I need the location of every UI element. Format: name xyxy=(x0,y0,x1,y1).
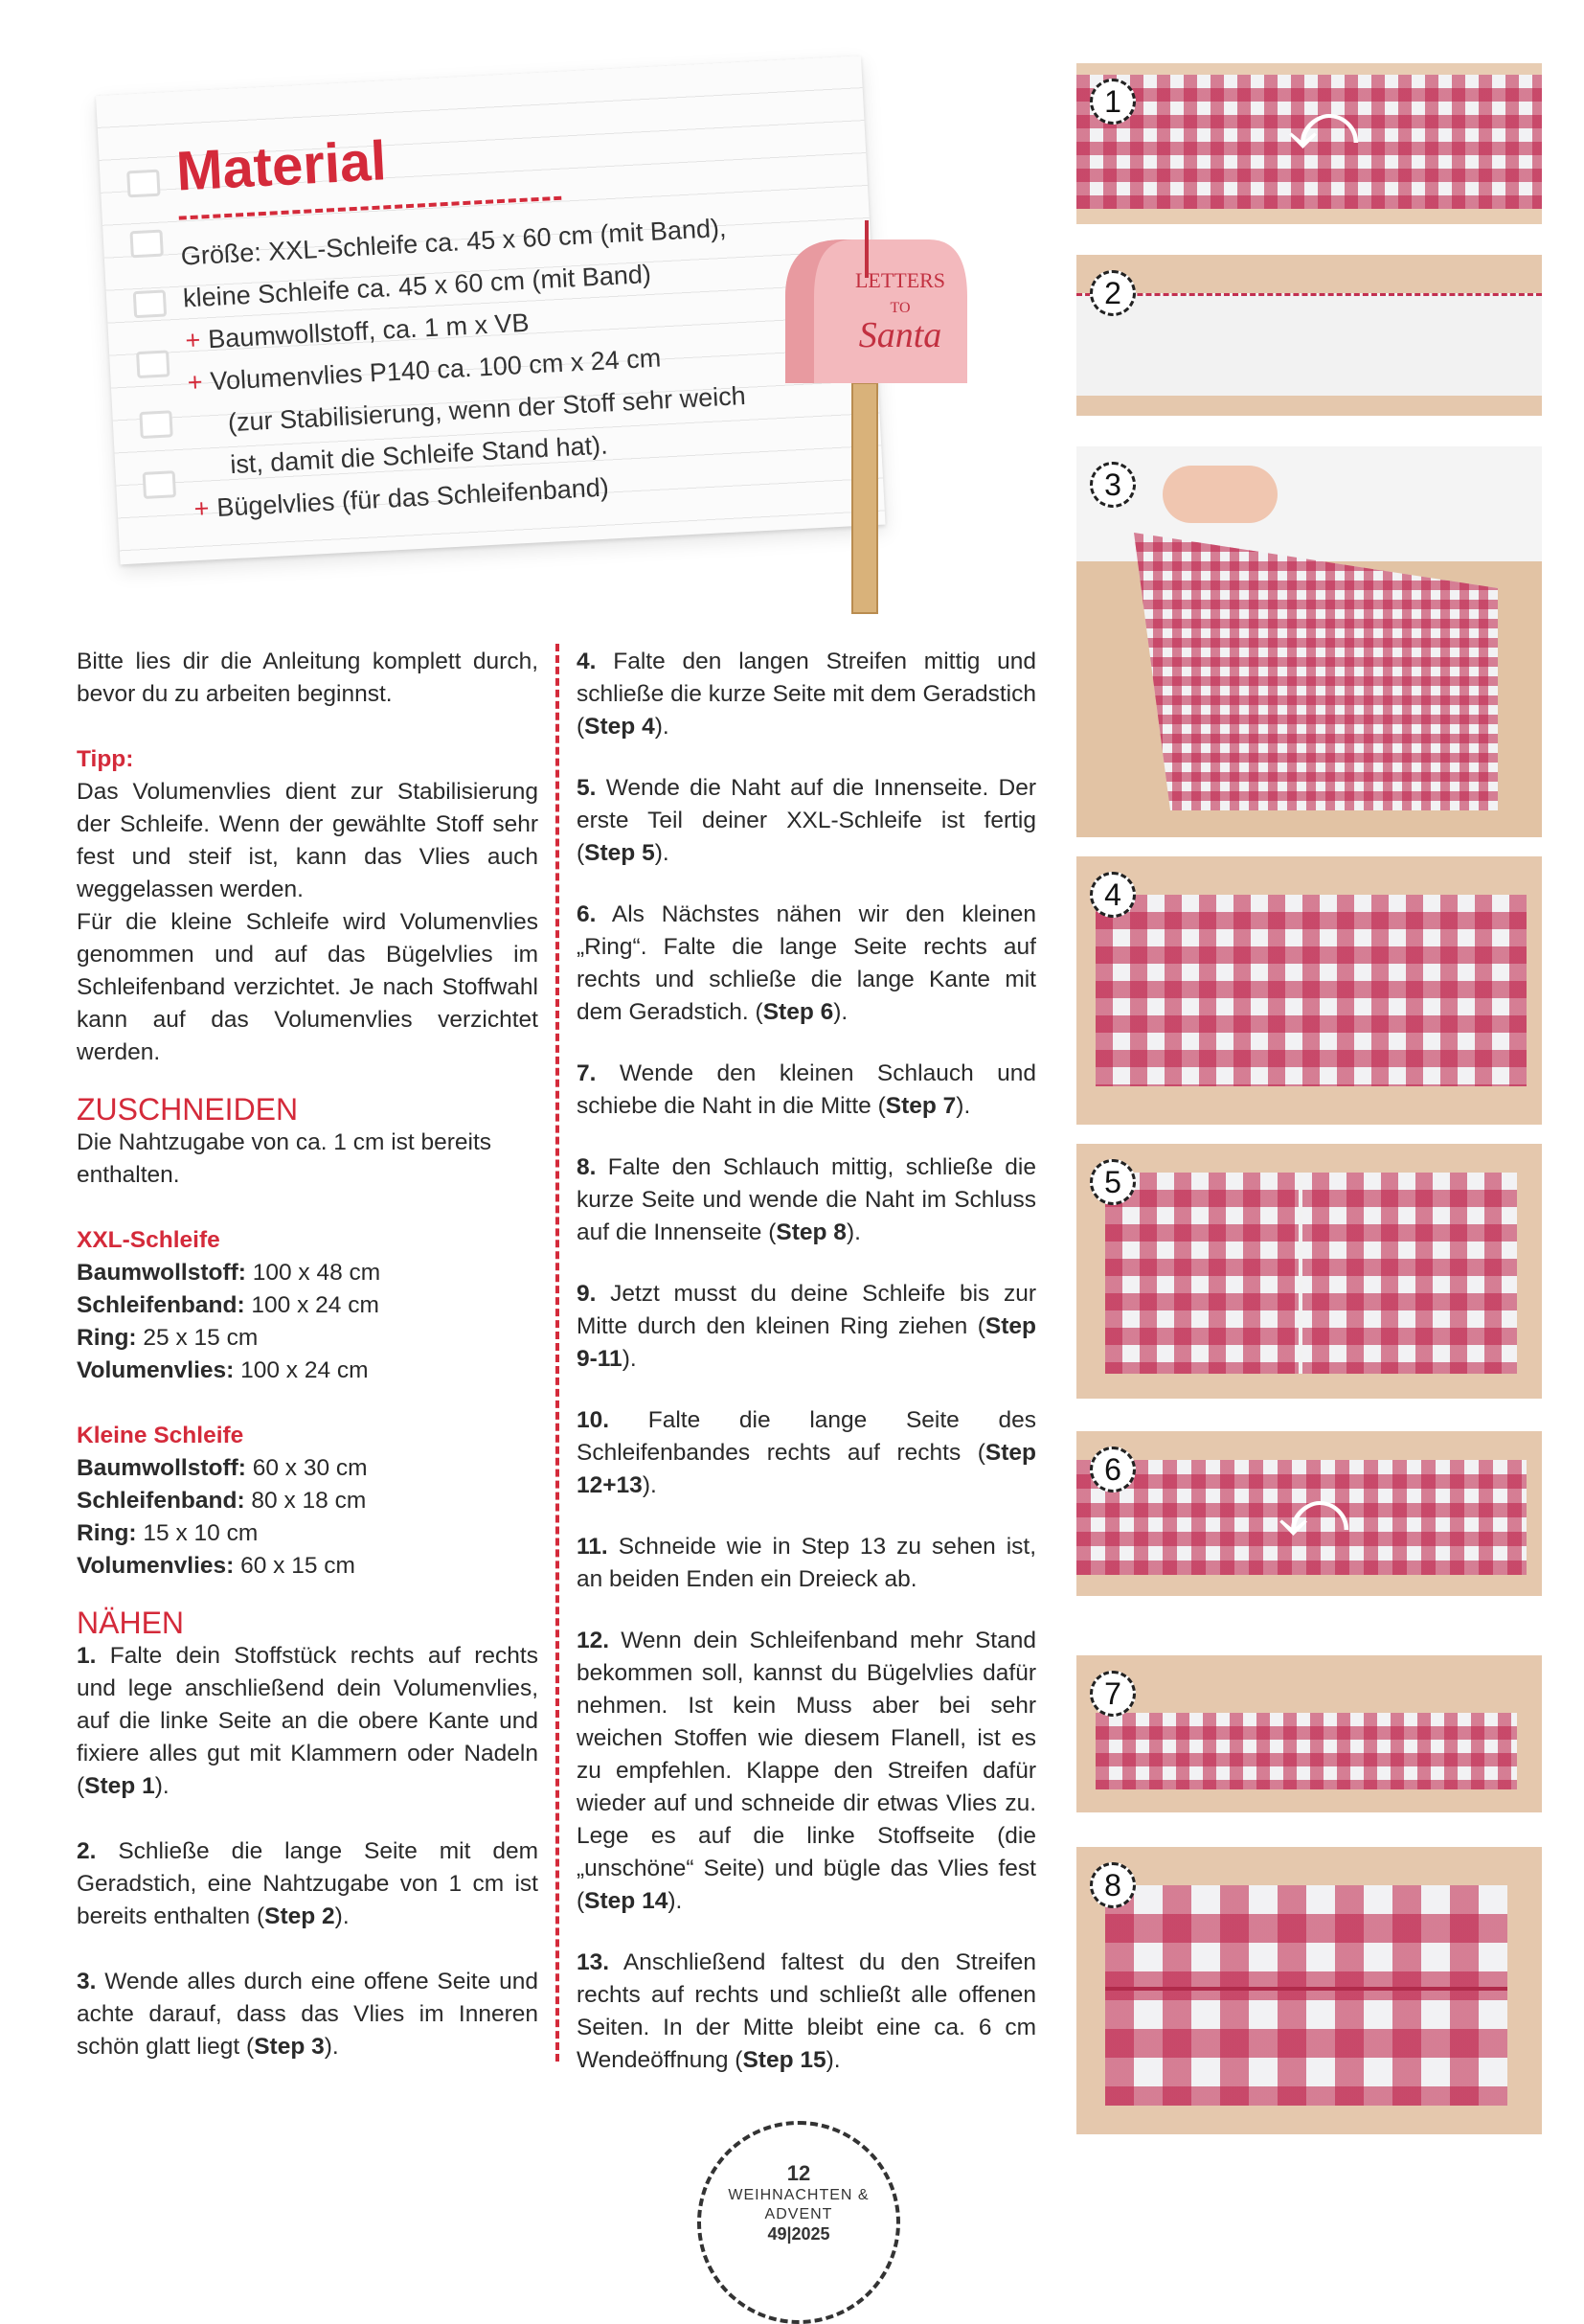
step-text: 3. Wende alles durch eine offene Seite und achte darauf, dass das Vlies im Inneren schön glatt liegt (Step 3). xyxy=(77,1969,538,2060)
tip-text-2: Für die kleine Schleife wird Volumenvlies genommen und auf das Bügelvlies im Schleifenband verzichtet. Je nach Stoffwahl kann auf das Volumenvlies verzichtet werden. xyxy=(77,909,538,1065)
step-badge: 5 xyxy=(1090,1159,1136,1205)
svg-text:TO: TO xyxy=(890,300,911,316)
step-photo-2 xyxy=(1076,255,1542,416)
step-badge: 6 xyxy=(1090,1447,1136,1492)
step-text: 7. Wende den kleinen Schlauch und schiebe die Naht in die Mitte (Step 7). xyxy=(577,1060,1037,1119)
binder-holes xyxy=(126,170,178,533)
small-row: Baumwollstoff: 60 x 30 cm xyxy=(77,1455,368,1481)
material-note: ist, damit die Schleife Stand hat). xyxy=(229,430,609,480)
material-item: + Volumenvlies P140 ca. 100 cm x 24 cm xyxy=(187,343,662,398)
small-row: Ring: 15 x 10 cm xyxy=(77,1520,259,1546)
small-row: Volumenvlies: 60 x 15 cm xyxy=(77,1553,355,1579)
magazine-title: WEIHNACHTEN & xyxy=(728,2187,870,2203)
svg-text:LETTERS: LETTERS xyxy=(854,268,946,292)
material-note: (zur Stabilisierung, wenn der Stoff sehr weich xyxy=(227,380,747,438)
column-divider xyxy=(555,644,559,2062)
step-text: 9. Jetzt musst du deine Schleife bis zur Mitte durch den kleinen Ring ziehen (Step 9-11). xyxy=(577,1281,1036,1372)
small-title: Kleine Schleife xyxy=(77,1423,244,1448)
section-title-cut: ZUSCHNEIDEN xyxy=(77,1092,299,1127)
xxl-title: XXL-Schleife xyxy=(77,1227,220,1253)
step-badge: 3 xyxy=(1090,462,1136,508)
step-photo-7 xyxy=(1076,1655,1542,1812)
step-photo-5 xyxy=(1076,1144,1542,1399)
xxl-row: Baumwollstoff: 100 x 48 cm xyxy=(77,1260,381,1286)
material-list xyxy=(180,206,752,530)
svg-text:Santa: Santa xyxy=(858,315,942,355)
step-badge: 2 xyxy=(1090,270,1136,316)
xxl-row: Schleifenband: 100 x 24 cm xyxy=(77,1292,379,1318)
material-title: Material xyxy=(174,129,388,203)
right-column xyxy=(577,646,1036,2077)
material-size-small: kleine Schleife ca. 45 x 60 cm (mit Band) xyxy=(182,259,652,313)
step-text: 4. Falte den langen Streifen mittig und schließe die kurze Seite mit dem Geradstich (Step 4). xyxy=(577,649,1037,740)
step-text: 12. Wenn dein Schleifenband mehr Stand bekommen soll, kannst du Bügelvlies dafür nehmen. Ist kein Muss aber bei sehr weichen Stoffen wie diesem Flanell, ist es zu empfehlen. Klappe den Streifen dafür wieder auf und schneide dir etwas Vlies zu. Lege es auf die linke Stoffseite (die „unschöne“ Seite) und bügle das Vlies fest (Step 14). xyxy=(577,1628,1036,1914)
cut-text: Die Nahtzugabe von ca. 1 cm ist bereits enthalten. xyxy=(77,1129,492,1188)
step-text: 2. Schließe die lange Seite mit dem Geradstich, eine Nahtzugabe von 1 cm ist bereits enthalten (Step 2). xyxy=(77,1838,538,1929)
intro-text: Bitte lies dir die Anleitung komplett durch, bevor du zu arbeiten beginnst. xyxy=(77,649,538,707)
step-photo-6: ⤺ 6 xyxy=(1076,1431,1542,1596)
step-badge: 8 xyxy=(1090,1862,1136,1908)
section-title-sew: NÄHEN xyxy=(77,1606,185,1640)
step-text: 11. Schneide wie in Step 13 zu sehen ist, an beiden Enden ein Dreieck ab. xyxy=(577,1534,1036,1592)
step-text: 6. Als Nächstes nähen wir den kleinen „Ring“. Falte die lange Seite rechts auf rechts und schließe die lange Kante mit dem Geradstich. (Step 6). xyxy=(577,901,1036,1025)
material-size: Größe: XXL-Schleife ca. 45 x 60 cm (mit Band), xyxy=(180,213,728,271)
material-item: + Baumwollstoff, ca. 1 m x VB xyxy=(184,308,531,355)
issue-number: 49|2025 xyxy=(767,2224,830,2244)
step-text: 13. Anschließend faltest du den Streifen rechts auf rechts und schließt alle offenen Seiten. In der Mitte bleibt eine ca. 6 cm Wendeöffnung (Step 15). xyxy=(577,1949,1036,2073)
step-text: 8. Falte den Schlauch mittig, schließe die kurze Seite und wende die Naht im Schluss auf die Innenseite (Step 8). xyxy=(577,1154,1036,1245)
step-badge: 1 xyxy=(1090,79,1136,125)
step-photo-8 xyxy=(1076,1847,1542,2134)
step-photo-3 xyxy=(1076,446,1542,837)
step-badge: 4 xyxy=(1090,872,1136,918)
xxl-row: Ring: 25 x 15 cm xyxy=(77,1325,259,1351)
tip-text: Das Volumenvlies dient zur Stabilisierung der Schleife. Wenn der gewählte Stoff sehr fest und steif ist, kann das Vlies auch weggelassen werden. xyxy=(77,779,538,902)
step-photo-4 xyxy=(1076,856,1542,1125)
page-number-badge xyxy=(697,2121,900,2324)
page-number: 12 xyxy=(786,2161,811,2185)
material-item: + Bügelvlies (für das Schleifenband) xyxy=(192,472,610,524)
small-row: Schleifenband: 80 x 18 cm xyxy=(77,1488,367,1514)
step-text: 5. Wende die Naht auf die Innenseite. Der erste Teil deiner XXL-Schleife ist fertig (Step 5). xyxy=(577,775,1036,866)
step-text: 10. Falte die lange Seite des Schleifenbandes rechts auf rechts (Step 12+13). xyxy=(577,1407,1036,1498)
step-photo-1: ⤺ 1 xyxy=(1076,63,1542,224)
magazine-subtitle: ADVENT xyxy=(764,2206,833,2222)
step-badge: 7 xyxy=(1090,1671,1136,1717)
xxl-row: Volumenvlies: 100 x 24 cm xyxy=(77,1357,369,1383)
tip-title: Tipp: xyxy=(77,746,134,772)
step-text: 1. Falte dein Stoffstück rechts auf rechts und lege anschließend dein Volumenvlies, auf die linke Seite an die obere Kante und fixiere alles gut mit Klammern oder Nadeln (Step 1). xyxy=(77,1643,538,1799)
left-column xyxy=(77,646,538,2063)
santa-mailbox-illustration xyxy=(766,220,986,623)
